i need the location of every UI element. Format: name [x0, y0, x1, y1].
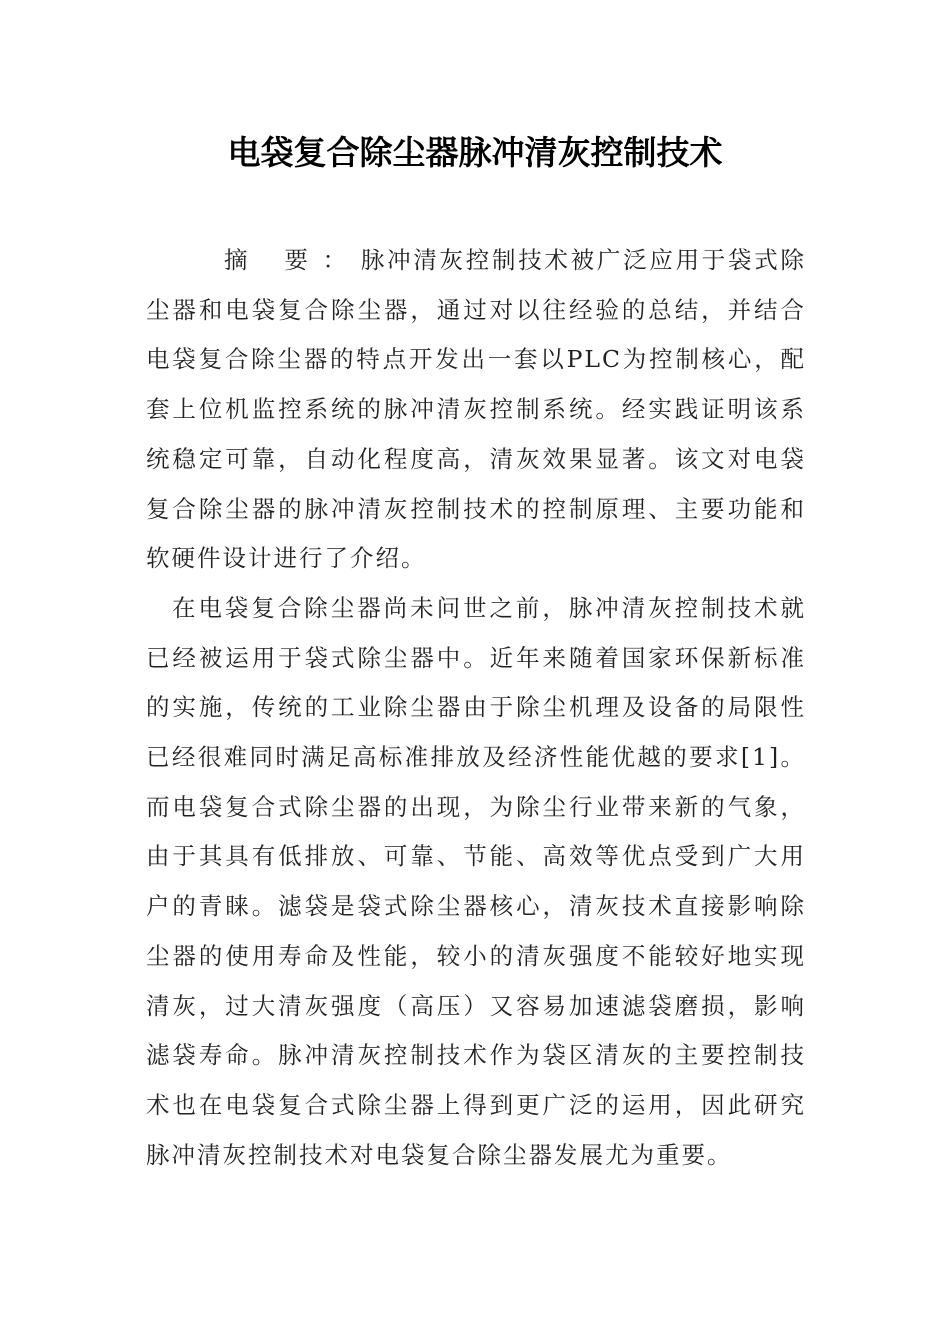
abstract-label: 摘 要： [224, 246, 361, 274]
abstract-text: 脉冲清灰控制技术被广泛应用于袋式除尘器和电袋复合除尘器，通过对以往经验的总结，并结合电袋复合除尘器的特点开发出一套以PLC为控制核心，配套上位机监控系统的脉冲清灰控制系统。经实践证明该系统稳定可靠，自动化程度高，清灰效果显著。该文对电袋复合除尘器的脉冲清灰控制技术的控制原理、主要功能和软硬件设计进行了介绍。 [146, 246, 806, 573]
intro-paragraph: 在电袋复合除尘器尚未问世之前，脉冲清灰控制技术就已经被运用于袋式除尘器中。近年来随着国家环保新标准的实施，传统的工业除尘器由于除尘机理及设备的局限性已经很难同时满足高标准排放及经济性能优越的要求[1]。而电袋复合式除尘器的出现，为除尘行业带来新的气象，由于其具有低排放、可靠、节能、高效等优点受到广大用户的青睐。滤袋是袋式除尘器核心，清灰技术直接影响除尘器的使用寿命及性能，较小的清灰强度不能较好地实现清灰，过大清灰强度（高压）又容易加速滤袋磨损，影响滤袋寿命。脉冲清灰控制技术作为袋区清灰的主要控制技术也在电袋复合式除尘器上得到更广泛的运用，因此研究脉冲清灰控制技术对电袋复合除尘器发展尤为重要。 [146, 593, 806, 1169]
abstract-paragraph [146, 236, 806, 584]
document-body [146, 236, 806, 1180]
document-title: 电袋复合除尘器脉冲清灰控制技术 [227, 133, 723, 172]
